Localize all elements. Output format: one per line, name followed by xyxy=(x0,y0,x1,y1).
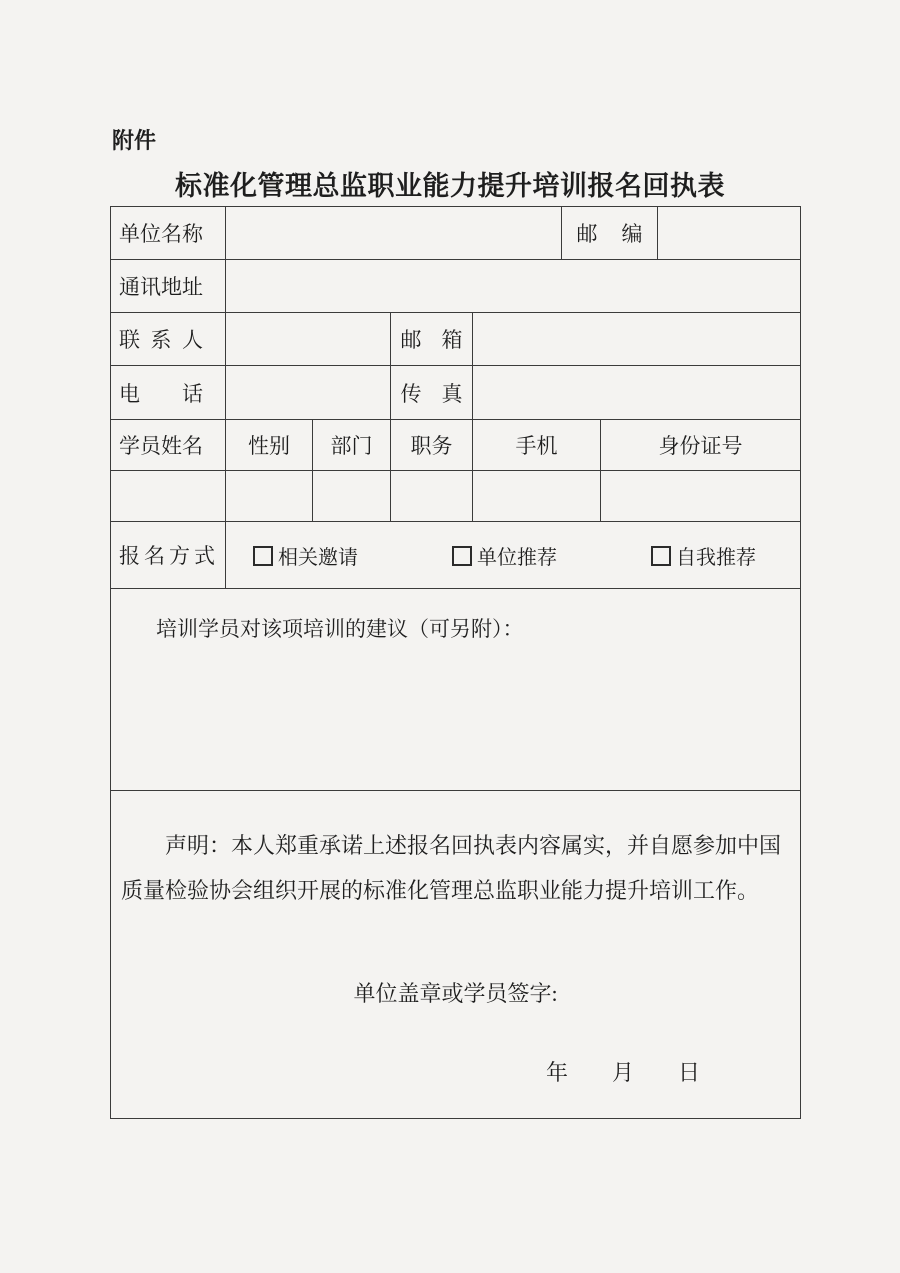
department-header-text: 部门 xyxy=(330,434,373,458)
checkbox-icon[interactable] xyxy=(651,546,671,566)
attachment-label: 附件 xyxy=(112,128,157,153)
registration-method-row xyxy=(111,522,801,589)
id-number-header xyxy=(601,420,801,471)
postal-code-label-text: 邮编 xyxy=(576,222,643,246)
unit-name-row xyxy=(111,207,801,260)
email-label xyxy=(391,313,473,366)
page-title: 标准化管理总监职业能力提升培训报名回执表 xyxy=(175,171,725,201)
registration-method-label-text: 报名方式 xyxy=(119,544,219,568)
email-label-text: 邮箱 xyxy=(400,328,463,352)
gender-value[interactable] xyxy=(226,471,313,522)
option-invitation-label: 相关邀请 xyxy=(278,546,358,569)
position-header xyxy=(391,420,473,471)
option-unit-recommend[interactable] xyxy=(452,541,557,570)
student-entry-row xyxy=(111,471,801,522)
contact-row xyxy=(111,313,801,366)
fax-label xyxy=(391,366,473,420)
unit-name-label-text: 单位名称 xyxy=(119,222,203,246)
unit-name-label xyxy=(111,207,226,260)
suggestion-row xyxy=(111,589,801,791)
department-value[interactable] xyxy=(313,471,391,522)
option-invitation[interactable] xyxy=(253,541,358,570)
postal-code-value[interactable] xyxy=(658,207,801,260)
position-value[interactable] xyxy=(391,471,473,522)
suggestion-area[interactable] xyxy=(111,589,801,791)
address-row xyxy=(111,260,801,313)
department-header xyxy=(313,420,391,471)
declaration-row xyxy=(111,791,801,1119)
address-label-text: 通讯地址 xyxy=(119,275,203,299)
gender-header xyxy=(226,420,313,471)
option-unit-recommend-label: 单位推荐 xyxy=(477,546,557,569)
address-value[interactable] xyxy=(226,260,801,313)
phone-row xyxy=(111,366,801,420)
student-name-header-text: 学员姓名 xyxy=(119,434,203,458)
phone-label-text: 电话 xyxy=(119,381,203,406)
contact-value[interactable] xyxy=(226,313,391,366)
signature-label[interactable]: 单位盖章或学员签字: xyxy=(353,981,558,1006)
unit-name-value[interactable] xyxy=(226,207,562,260)
option-self-recommend[interactable] xyxy=(651,541,756,570)
mobile-header-text: 手机 xyxy=(515,434,558,458)
suggestion-label: 培训学员对该项培训的建议（可另附）： xyxy=(156,617,524,641)
phone-value[interactable] xyxy=(226,366,391,420)
postal-code-label xyxy=(562,207,658,260)
position-header-text: 职务 xyxy=(410,434,453,458)
fax-label-text: 传真 xyxy=(400,381,463,406)
student-name-header xyxy=(111,420,226,471)
mobile-header xyxy=(473,420,601,471)
contact-label-text: 联系人 xyxy=(119,328,203,352)
student-header-row xyxy=(111,420,801,471)
contact-label xyxy=(111,313,226,366)
student-name-value[interactable] xyxy=(111,471,226,522)
registration-options-cell xyxy=(226,522,801,589)
fax-value[interactable] xyxy=(473,366,801,420)
checkbox-icon[interactable] xyxy=(452,546,472,566)
id-number-header-text: 身份证号 xyxy=(658,434,743,458)
checkbox-icon[interactable] xyxy=(253,546,273,566)
mobile-value[interactable] xyxy=(473,471,601,522)
declaration-area xyxy=(111,791,801,1119)
registration-method-label xyxy=(111,522,226,589)
registration-form-table xyxy=(110,206,801,1119)
email-value[interactable] xyxy=(473,313,801,366)
declaration-text: 声明：本人郑重承诺上述报名回执表内容属实，并自愿参加中国质量检验协会组织开展的标准化管理总监职业能力提升培训工作。 xyxy=(121,833,782,903)
gender-header-text: 性别 xyxy=(248,434,290,458)
phone-label xyxy=(111,366,226,420)
registration-options xyxy=(226,541,800,570)
date-label[interactable]: 年 月 日 xyxy=(545,1060,700,1085)
option-self-recommend-label: 自我推荐 xyxy=(676,546,756,569)
id-number-value[interactable] xyxy=(601,471,801,522)
address-label xyxy=(111,260,226,313)
